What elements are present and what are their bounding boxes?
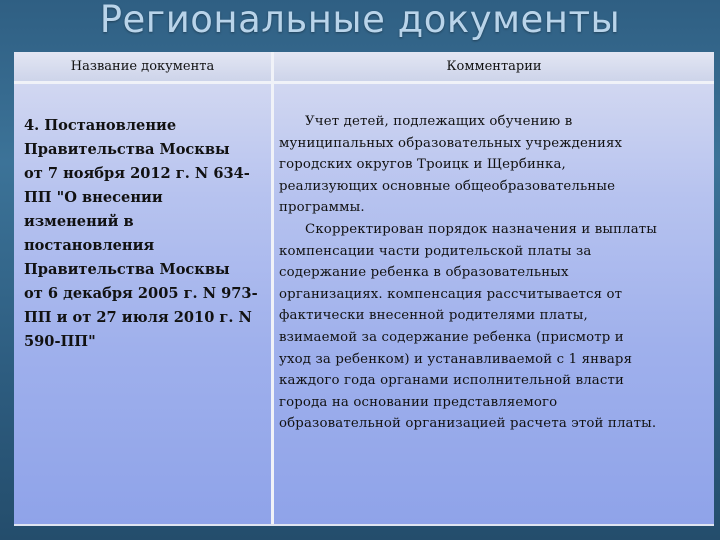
comment-paragraph: Скорректирован порядок назначения и выплаты компенсации части родительской платы за содержание ребенка в образовательных организациях. компенсация рассчитывается от фактически внесенной родителями платы, взимаемой за содержание ребенка (присмотр и уход за ребенком) и устанавливаемой с 1 января каждого года органами исполнительной власти города на основании представляемого образовательной организацией расчета этой платы. (279, 221, 658, 432)
comment-cell (274, 84, 714, 524)
header-comments: Комментарии (274, 52, 714, 81)
header-document-name: Название документа (14, 52, 271, 81)
slide-title: Региональные документы (99, 0, 621, 41)
comment-paragraph: Учет детей, подлежащих обучению в муниципальных образовательных учреждениях городских округов Троицк и Щербинка, реализующих основные общеобразовательные программы. (279, 114, 623, 216)
documents-table (14, 52, 714, 526)
document-name-cell: 4. Постановление Правительства Москвы от 7 ноября 2012 г. N 634- ПП "О внесении изменений в постановления Правительства Москвы от 6 декабря 2005 г. N 973- ПП и от 27 июля 2010 г. N 590-ПП" (14, 84, 271, 524)
